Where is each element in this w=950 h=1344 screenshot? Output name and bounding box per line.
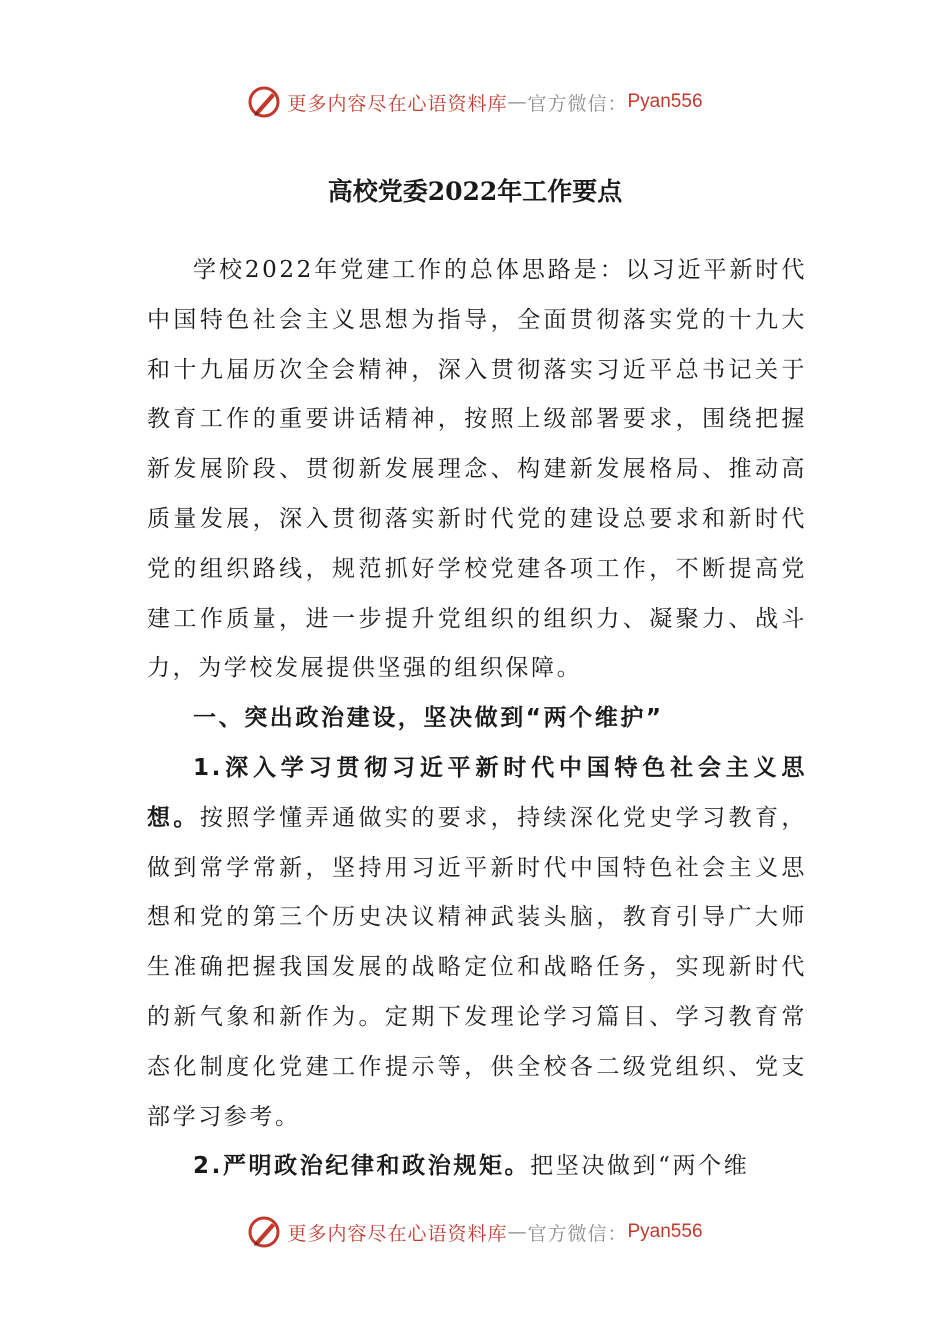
- item-2-lead: 2.严明政治纪律和政治规矩。: [193, 1153, 531, 1180]
- pen-logo-icon: [247, 1215, 281, 1249]
- watermark-id: Pyan556: [627, 91, 703, 112]
- watermark-id: Pyan556: [627, 1221, 703, 1242]
- section-heading-1: 一、突出政治建设，坚决做到“两个维护”: [193, 705, 664, 732]
- item-1-lead: 1.深入学习贯彻习近平新时代中国特色社会主义思想。: [147, 754, 807, 831]
- document-body: [147, 246, 807, 1192]
- watermark-separator: —: [507, 1221, 528, 1243]
- document-title: 高校党委2022年工作要点: [327, 177, 623, 206]
- pen-logo-icon: [247, 85, 281, 119]
- watermark-header: [0, 82, 950, 122]
- item-1-body: 按照学懂弄通做实的要求，持续深化党史学习教育，做到常学常新，坚持用习近平新时代中国特色社会主义思想和党的第三个历史决议精神武装头脑，教育引导广大师生准确把握我国发展的战略定位和战略任务，实现新时代的新气象和新作为。定期下发理论学习篇目、学习教育常态化制度化党建工作提示等，供全校各二级党组织、党支部学习参考。: [147, 804, 807, 1130]
- item-2-body: 把坚决做到“两个维: [530, 1153, 750, 1180]
- item-paragraph-2: [147, 1142, 807, 1192]
- item-paragraph-1: [147, 744, 807, 1142]
- intro-paragraph: 学校2022年党建工作的总体思路是：以习近平新时代中国特色社会主义思想为指导，全面贯彻落实党的十九大和十九届历次全会精神，深入贯彻落实习近平总书记关于教育工作的重要讲话精神，按照上级部署要求，围绕把握新发展阶段、贯彻新发展理念、构建新发展格局、推动高质量发展，深入贯彻落实新时代党的建设总要求和新时代党的组织路线，规范抓好学校党建各项工作，不断提高党建工作质量，进一步提升党组织的组织力、凝聚力、战斗力，为学校发展提供坚强的组织保障。: [147, 257, 807, 682]
- watermark-brand: 更多内容尽在心语资料库: [287, 92, 508, 115]
- watermark-label: 官方微信：: [527, 92, 628, 115]
- watermark-footer: [0, 1212, 950, 1252]
- watermark-separator: —: [507, 91, 528, 113]
- watermark-label: 官方微信：: [527, 1222, 628, 1245]
- watermark-brand: 更多内容尽在心语资料库: [287, 1222, 508, 1245]
